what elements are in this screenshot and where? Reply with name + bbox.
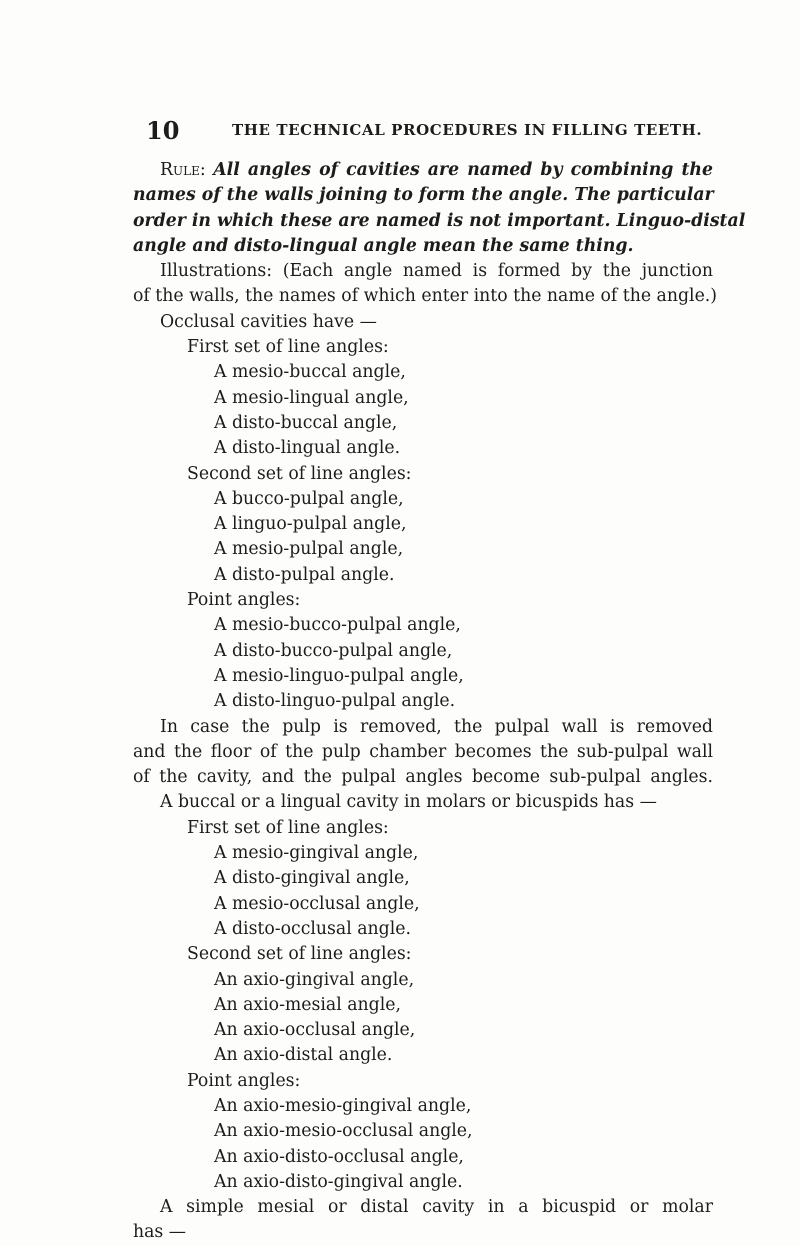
page-header	[0, 116, 800, 146]
list-item: A mesio-buccal angle,	[214, 362, 406, 383]
paragraph-line: and the floor of the pulp chamber becomes the sub-pulpal wall	[133, 741, 713, 762]
list-item: A disto-bucco-pulpal angle,	[214, 640, 453, 661]
rule-text: All angles of cavities are named by combining the	[213, 160, 713, 180]
list-item: A mesio-bucco-pulpal angle,	[214, 615, 461, 636]
list-item: A disto-gingival angle,	[214, 868, 410, 889]
list-item: A disto-lingual angle.	[214, 438, 401, 459]
illustrations-line: Illustrations: (Each angle named is formed by the junction	[160, 261, 713, 282]
list-heading: Second set of line angles:	[187, 944, 412, 965]
list-item: A mesio-occlusal angle,	[214, 893, 420, 914]
list-item: An axio-occlusal angle,	[214, 1020, 416, 1041]
list-item: A mesio-linguo-pulpal angle,	[214, 665, 464, 686]
list-item: An axio-disto-occlusal angle,	[214, 1146, 464, 1167]
rule-text: angle and disto-lingual angle mean the same thing.	[133, 235, 634, 256]
list-item: A disto-occlusal angle.	[214, 918, 411, 939]
list-item: An axio-mesial angle,	[214, 994, 401, 1015]
illustrations-line: of the walls, the names of which enter into the name of the angle.)	[133, 286, 718, 307]
section-intro: A buccal or a lingual cavity in molars or bicuspids has —	[160, 792, 657, 813]
list-heading: Point angles:	[187, 1070, 301, 1091]
running-head: THE TECHNICAL PROCEDURES IN FILLING TEETH.	[232, 121, 703, 139]
list-item: A disto-linguo-pulpal angle.	[214, 691, 456, 712]
list-item: An axio-disto-gingival angle.	[214, 1171, 463, 1192]
paragraph-line: A simple mesial or distal cavity in a bicuspid or molar	[160, 1197, 713, 1218]
rule-colon: :	[199, 160, 206, 180]
rule-line	[133, 234, 713, 259]
rule-text: names of the walls joining to form the angle. The particular	[133, 185, 714, 206]
page-number: 10	[146, 116, 180, 145]
list-item: An axio-mesio-gingival angle,	[214, 1095, 472, 1116]
list-heading: First set of line angles:	[187, 817, 389, 838]
list-item: An axio-distal angle.	[214, 1045, 393, 1066]
rule-line	[133, 183, 713, 208]
rule-text: order in which these are named is not important. Linguo-distal	[133, 210, 746, 231]
paragraph-line: of the cavity, and the pulpal angles become sub-pulpal angles.	[133, 767, 713, 788]
paragraph-line: In case the pulp is removed, the pulpal wall is removed	[160, 716, 713, 737]
list-item: A disto-pulpal angle.	[214, 564, 395, 585]
page-body	[133, 158, 746, 1246]
list-heading: Point angles:	[187, 590, 301, 611]
list-heading: Second set of line angles:	[187, 463, 412, 484]
list-item: An axio-mesio-occlusal angle,	[214, 1121, 473, 1142]
section-intro: Occlusal cavities have —	[160, 311, 377, 332]
list-item: An axio-gingival angle,	[214, 969, 415, 990]
list-item: A bucco-pulpal angle,	[214, 488, 404, 509]
rule-line	[133, 209, 746, 234]
rule-label: Rule	[160, 160, 200, 180]
list-item: A mesio-pulpal angle,	[214, 539, 404, 560]
list-item: A disto-buccal angle,	[214, 412, 398, 433]
paragraph-line: has —	[133, 1222, 187, 1243]
list-item: A mesio-gingival angle,	[214, 843, 419, 864]
list-item: A linguo-pulpal angle,	[214, 514, 407, 535]
list-heading: First set of line angles:	[187, 337, 389, 358]
list-item: A mesio-lingual angle,	[214, 387, 409, 408]
rule-line	[133, 158, 713, 183]
